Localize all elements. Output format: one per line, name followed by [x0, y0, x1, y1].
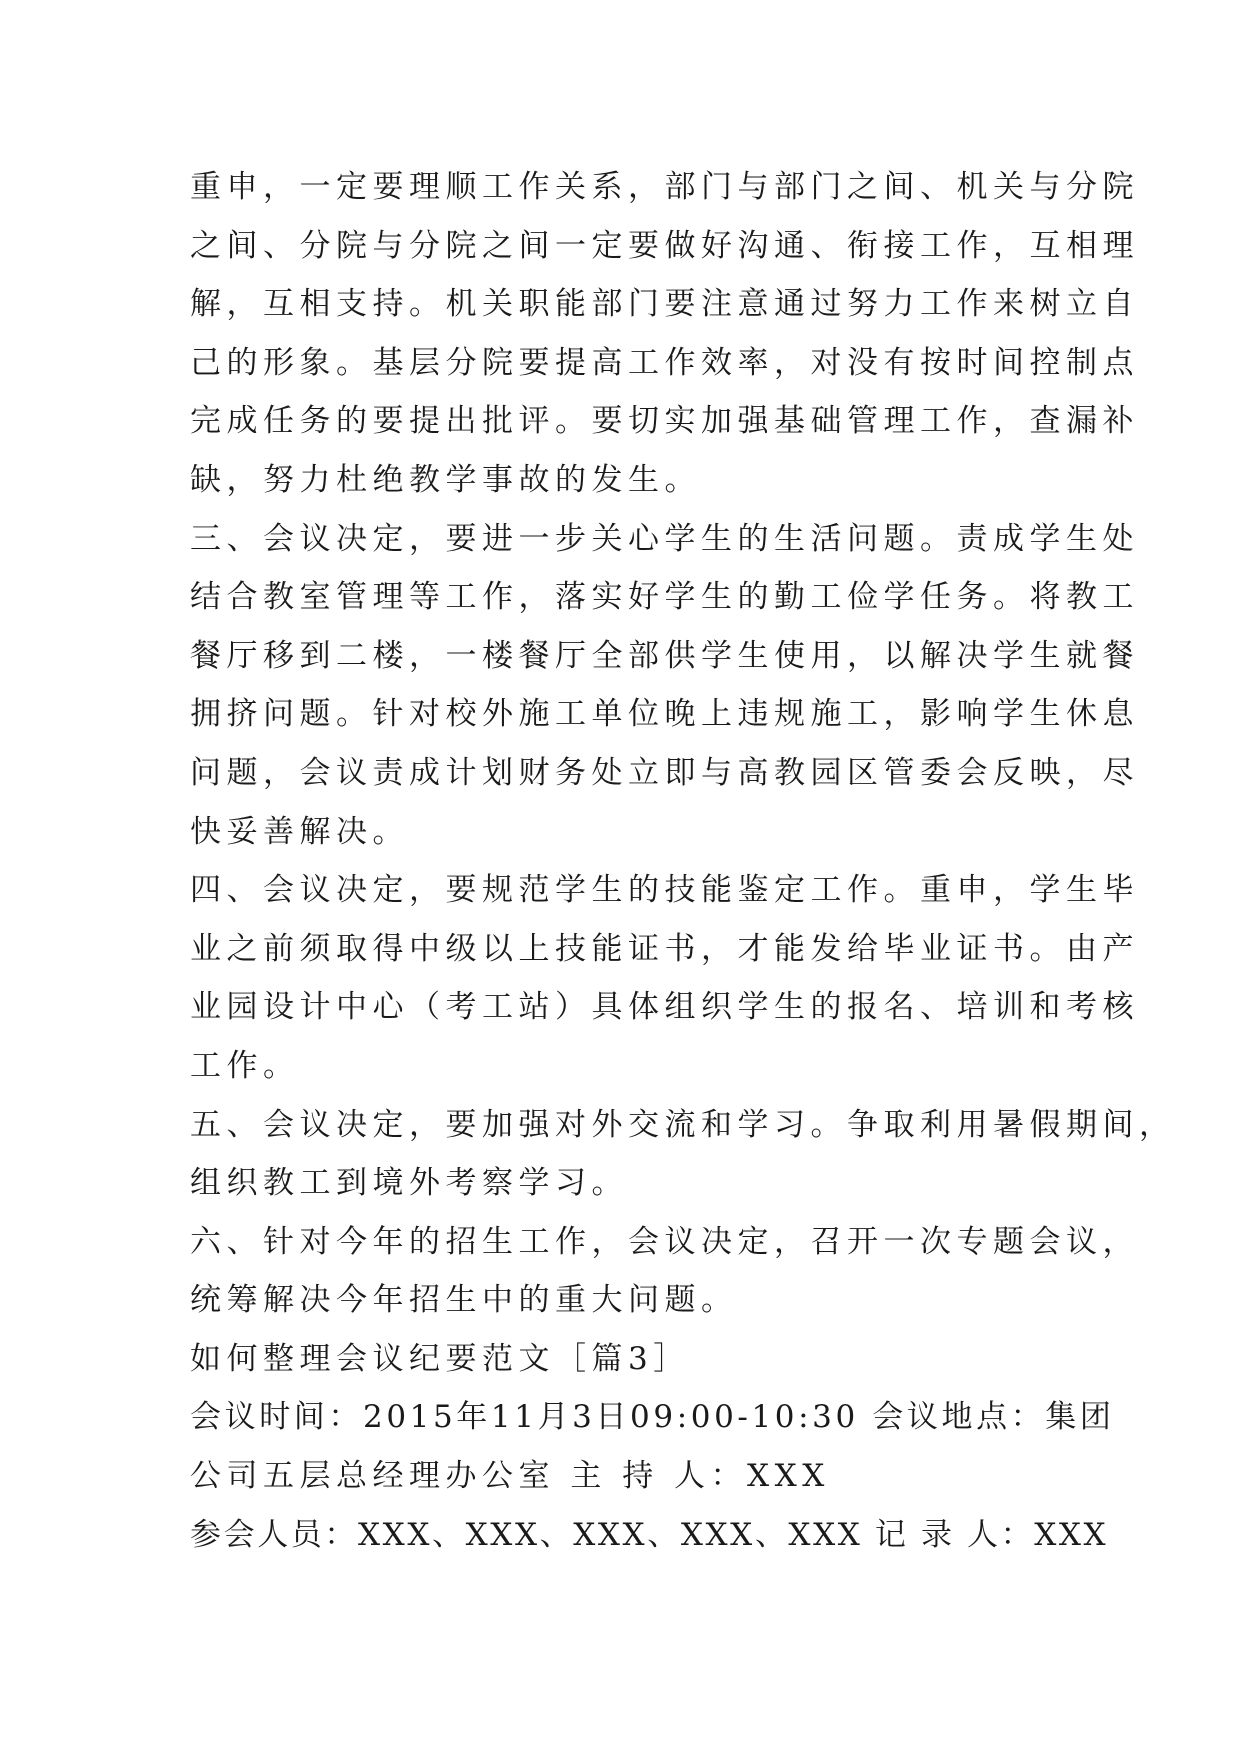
paragraph-line: 业之前须取得中级以上技能证书，才能发给毕业证书。由产 [190, 930, 1139, 967]
paragraph-line: 三、会议决定，要进一步关心学生的生活问题。责成学生处 [190, 520, 1139, 557]
paragraph-line: 快妥善解决。 [190, 813, 409, 850]
meeting-time-line: 会议时间：2015年11月3日09:00-10:30 会议地点：集团 [190, 1399, 1115, 1436]
paragraph-line: 拥挤问题。针对校外施工单位晚上违规施工，影响学生休息 [190, 696, 1139, 733]
paragraph-line: 重申，一定要理顺工作关系，部门与部门之间、机关与分院 [190, 169, 1139, 205]
paragraph-line: 四、会议决定，要规范学生的技能鉴定工作。重申，学生毕 [190, 872, 1139, 909]
meeting-location-line: 公司五层总经理办公室 主 持 人：XXX [190, 1458, 830, 1495]
paragraph-line: 五、会议决定，要加强对外交流和学习。争取利用暑假期间， [190, 1106, 1176, 1143]
section-heading: 如何整理会议纪要范文［篇3］ [190, 1340, 690, 1377]
paragraph-line: 六、针对今年的招生工作，会议决定，召开一次专题会议， [190, 1223, 1139, 1260]
attendees-line: 参会人员：XXX、XXX、XXX、XXX、XXX 记 录 人：XXX [190, 1516, 1109, 1553]
paragraph-line: 完成任务的要提出批评。要切实加强基础管理工作，查漏补 [190, 403, 1139, 440]
paragraph-line: 统筹解决今年招生中的重大问题。 [190, 1282, 738, 1319]
paragraph-line: 问题，会议责成计划财务处立即与高教园区管委会反映，尽 [190, 754, 1139, 791]
paragraph-line: 解，互相支持。机关职能部门要注意通过努力工作来树立自 [190, 286, 1139, 323]
paragraph-line: 结合教室管理等工作，落实好学生的勤工俭学任务。将教工 [190, 579, 1139, 616]
paragraph-line: 业园设计中心（考工站）具体组织学生的报名、培训和考核 [190, 989, 1139, 1026]
paragraph-line: 工作。 [190, 1047, 300, 1084]
paragraph-line: 己的形象。基层分院要提高工作效率，对没有按时间控制点 [190, 344, 1139, 381]
paragraph-line: 缺，努力杜绝教学事故的发生。 [190, 461, 701, 498]
paragraph-line: 组织教工到境外考察学习。 [190, 1165, 628, 1202]
paragraph-line: 餐厅移到二楼，一楼餐厅全部供学生使用，以解决学生就餐 [190, 637, 1139, 674]
paragraph-line: 之间、分院与分院之间一定要做好沟通、衔接工作，互相理 [190, 227, 1139, 264]
